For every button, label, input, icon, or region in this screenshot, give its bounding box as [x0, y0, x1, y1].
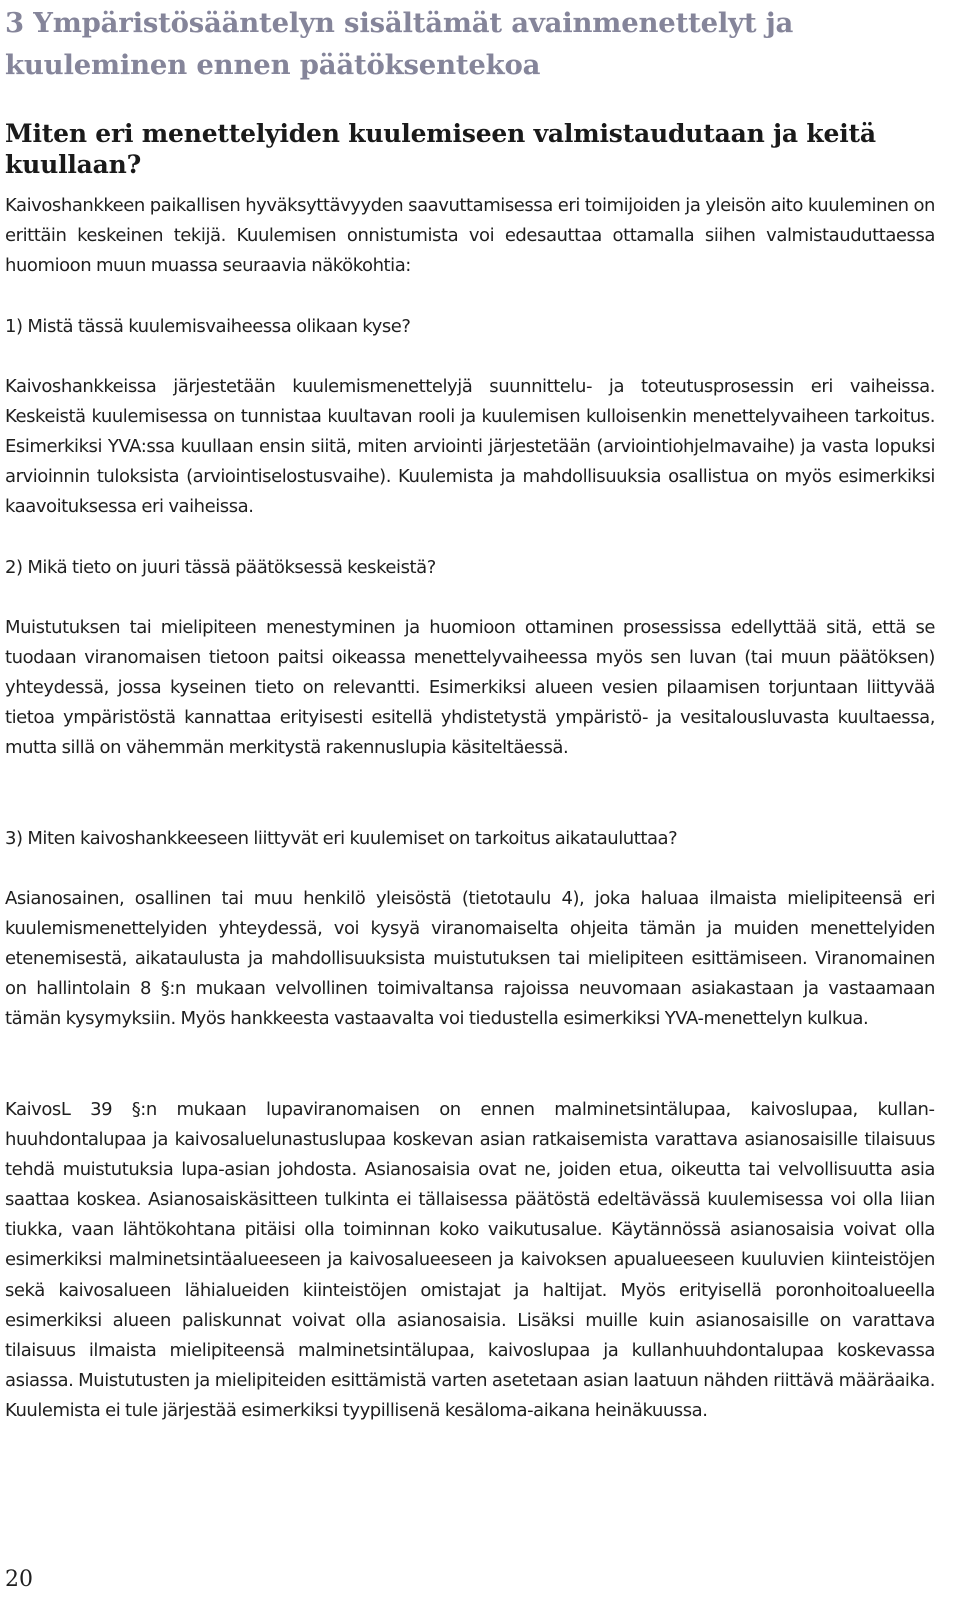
question-2: 2) Mikä tieto on juuri tässä päätöksessä keskeistä? [5, 557, 436, 578]
section-heading: Miten eri menettelyiden kuulemiseen valmistaudutaan ja keitä kuullaan? [5, 119, 876, 179]
kaivosl-paragraph: KaivosL 39 §:n mukaan lupaviranomaisen on ennen malminetsintälupaa, kaivoslupaa, kullanhuuhdontalupaa ja kaivosaluelunastuslupaa koskevan asian ratkaisemista varattava asianosaisille tilaisuus tehdä muistutuksia lupa-asian johdosta. Asianosaisia ovat ne, joiden etua, oikeutta tai velvollisuutta asia saattaa koskea. Asianosaiskäsitteen tulkinta ei tällaisessa päätöstä edeltävässä kuulemisessa voi olla liian tiukka, vaan lähtökohtana pitäisi olla toiminnan koko vaikutusalue. Käytännössä asianosaisia voivat olla esimerkiksi malminetsintäalueeseen ja kaivosalueeseen ja kaivoksen apualueeseen kuuluvien kiinteistöjen sekä kaivosalueen lähialueiden kiinteistöjen omistajat ja haltijat. Myös erityisellä poronhoitoalueella esimerkiksi alueen paliskunnat voivat olla asianosaisia. Lisäksi muille kuin asianosaisille on varattava tilaisuus ilmaista mielipiteensä malminetsintälupaa, kaivoslupaa ja kullanhuuhdontalupaa koskevassa asiassa. Muistutusten ja mielipiteiden esittämistä varten asetetaan asian laatuun nähden riittävä määräaika. Kuulemista ei tule järjestää esimerkiksi tyypillisenä kesäloma-aikana heinäkuussa. [5, 1099, 935, 1421]
answer-2-paragraph: Muistutuksen tai mielipiteen menestyminen ja huomioon ottaminen prosessissa edellyttää sitä, että se tuodaan viranomaisen tietoon paitsi oikeassa menettelyvaiheessa myös sen luvan (tai muun päätöksen) yhteydessä, jossa kyseinen tieto on relevantti. Esimerkiksi alueen vesien pilaamisen torjuntaan liittyvää tietoa ympäristöstä kannattaa erityisesti esitellä yhdistetystä ympäristö- ja vesitalousluvasta kuultaessa, mutta sillä on vähemmän merkitystä rakennuslupia käsiteltäessä. [5, 617, 935, 759]
answer-3-paragraph: Asianosainen, osallinen tai muu henkilö yleisöstä (tietotaulu 4), joka haluaa ilmaista mielipiteensä eri kuulemismenettelyiden yhteydessä, voi kysyä viranomaiselta ohjeita tämän ja muiden menettelyiden etenemisestä, aikataulusta ja mahdollisuuksista muistutuksen tai mielipiteen esittämiseen. Viranomainen on hallintolain 8 §:n mukaan velvollinen toimivaltansa rajoissa neuvomaan asiakastaan ja vastaamaan tämän kysymyksiin. Myös hankkeesta vastaavalta voi tiedustella esimerkiksi YVA-menettelyn kulkua. [5, 888, 935, 1030]
question-1: 1) Mistä tässä kuulemisvaiheessa olikaan kyse? [5, 316, 411, 337]
answer-1-paragraph: Kaivoshankkeissa järjestetään kuulemismenettelyjä suunnittelu- ja toteutusprosessin eri vaiheissa. Keskeistä kuulemisessa on tunnistaa kuultavan rooli ja kuulemisen kulloisenkin menettelyvaiheen tarkoitus. Esimerkiksi YVA:ssa kuullaan ensin siitä, miten arviointi järjestetään (arviointiohjelmavaihe) ja vasta lopuksi arvioinnin tuloksista (arviointiselostusvaihe). Kuulemista ja mahdollisuuksia osallistua on myös esimerkiksi kaavoituksessa eri vaiheissa. [5, 376, 935, 518]
page-number: 20 [5, 1567, 33, 1592]
chapter-title: 3 Ympäristösääntelyn sisältämät avainmenettelyt ja kuuleminen ennen päätöksentekoa [5, 7, 794, 81]
intro-paragraph: Kaivoshankkeen paikallisen hyväksyttävyyden saavuttamisessa eri toimijoiden ja yleisön aito kuuleminen on erittäin keskeinen tekijä. Kuulemisen onnistumista voi edesauttaa ottamalla siihen valmistauduttaessa huomioon muun muassa seuraavia näkökohtia: [5, 195, 935, 277]
question-3: 3) Miten kaivoshankkeeseen liittyvät eri kuulemiset on tarkoitus aikatauluttaa? [5, 828, 678, 849]
